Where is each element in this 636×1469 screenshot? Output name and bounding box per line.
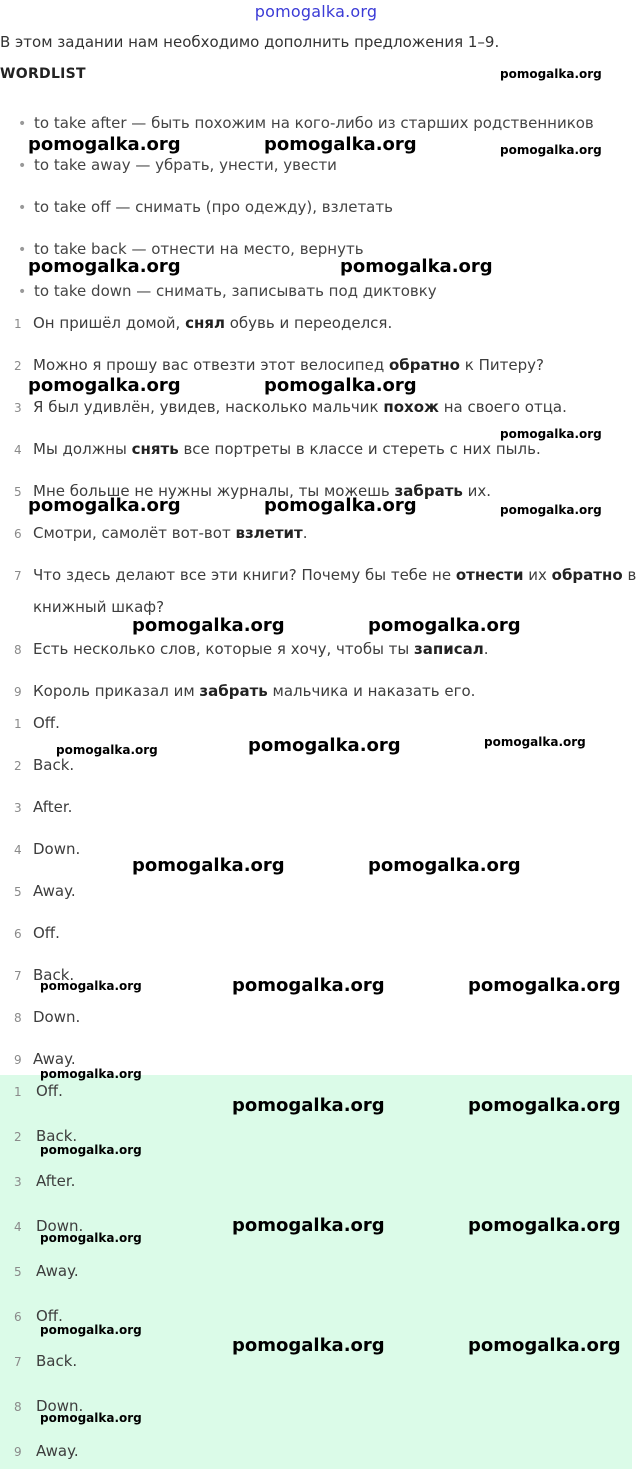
sentence-text — [33, 314, 392, 332]
watermark: pomogalka.org — [500, 503, 602, 517]
sentence-fragment: Можно я прошу вас отвезти этот велосипед — [33, 356, 389, 374]
answer-number: 9 — [14, 1445, 22, 1459]
sentence-fragment: Я был удивлён, увидев, насколько мальчик — [33, 398, 384, 416]
watermark: pomogalka.org — [500, 143, 602, 157]
answer-text: Off. — [33, 924, 60, 942]
highlighted-word: похож — [383, 398, 439, 416]
item-number: 6 — [14, 527, 22, 541]
watermark: pomogalka.org — [28, 375, 181, 396]
sentence-fragment: на своего отца. — [438, 398, 567, 416]
answer-text: Away. — [33, 882, 76, 900]
answer-number: 3 — [14, 1175, 22, 1189]
sentence-text — [33, 640, 489, 658]
answer-text: Off. — [36, 1082, 63, 1100]
answer-number: 6 — [14, 1310, 22, 1324]
bullet-dot: • — [18, 242, 27, 258]
watermark: pomogalka.org — [40, 1231, 142, 1245]
wordlist-item-text: to take down — снимать, записывать под диктовку — [34, 282, 437, 300]
watermark: pomogalka.org — [40, 1143, 142, 1157]
answer-text: After. — [36, 1172, 76, 1190]
answer-number: 3 — [14, 801, 22, 815]
answer-text: Away. — [36, 1442, 79, 1460]
sentence-fragment: Мне больше не нужны журналы, ты можешь — [33, 482, 395, 500]
watermark: pomogalka.org — [468, 975, 621, 996]
answer-text: After. — [33, 798, 73, 816]
watermark: pomogalka.org — [28, 495, 181, 516]
highlighted-word: обратно — [551, 566, 623, 584]
answer-number: 7 — [14, 969, 22, 983]
answer-number: 7 — [14, 1355, 22, 1369]
item-number: 2 — [14, 359, 22, 373]
sentence-text — [33, 566, 636, 584]
sentence-fragment: мальчика и наказать его. — [267, 682, 476, 700]
watermark: pomogalka.org — [500, 67, 602, 81]
watermark: pomogalka.org — [40, 1411, 142, 1425]
wordlist-item — [0, 114, 594, 132]
wordlist-item-text: to take off — снимать (про одежду), взлетать — [34, 198, 393, 216]
sentence-fragment: к Питеру? — [460, 356, 544, 374]
item-number: 4 — [14, 443, 22, 457]
answer-number: 4 — [14, 843, 22, 857]
watermark: pomogalka.org — [232, 1095, 385, 1116]
highlighted-word: снять — [131, 440, 179, 458]
answer-text: Down. — [36, 1397, 84, 1415]
highlighted-word: обратно — [388, 356, 460, 374]
highlighted-word: забрать — [199, 682, 268, 700]
sentence-text — [33, 524, 308, 542]
watermark: pomogalka.org — [368, 855, 521, 876]
item-number: 8 — [14, 643, 22, 657]
sentence-text — [33, 682, 475, 700]
highlighted-word: снял — [185, 314, 225, 332]
sentence-fragment: в — [622, 566, 636, 584]
highlighted-word: взлетит — [235, 524, 303, 542]
sentence-fragment: . — [302, 524, 308, 542]
answer-text: Back. — [36, 1352, 78, 1370]
answer-text: Back. — [36, 1127, 78, 1145]
watermark: pomogalka.org — [468, 1095, 621, 1116]
item-number: 3 — [14, 401, 22, 415]
answer-number: 2 — [14, 1130, 22, 1144]
watermark: pomogalka.org — [40, 1323, 142, 1337]
answer-number: 2 — [14, 759, 22, 773]
sentence-continuation: книжный шкаф? — [33, 598, 165, 616]
watermark: pomogalka.org — [264, 375, 417, 396]
sentence-fragment: все портреты в классе и стереть с них пыль. — [178, 440, 541, 458]
watermark: pomogalka.org — [368, 615, 521, 636]
sentence-fragment: . — [483, 640, 489, 658]
wordlist-title: WORDLIST — [0, 66, 86, 82]
watermark: pomogalka.org — [468, 1335, 621, 1356]
highlighted-answers-panel — [0, 1075, 632, 1469]
answer-number: 4 — [14, 1220, 22, 1234]
item-number: 5 — [14, 485, 22, 499]
watermark: pomogalka.org — [264, 495, 417, 516]
watermark: pomogalka.org — [248, 735, 401, 756]
site-header-link[interactable]: pomogalka.org — [254, 2, 378, 21]
answer-number: 1 — [14, 717, 22, 731]
bullet-dot: • — [18, 200, 27, 216]
sentence-fragment: Что здесь делают все эти книги? Почему бы тебе не — [33, 566, 456, 584]
watermark: pomogalka.org — [28, 134, 181, 155]
answer-number: 6 — [14, 927, 22, 941]
answer-number: 5 — [14, 885, 22, 899]
answer-text: Off. — [33, 714, 60, 732]
watermark: pomogalka.org — [468, 1215, 621, 1236]
watermark: pomogalka.org — [28, 256, 181, 277]
item-number: 9 — [14, 685, 22, 699]
answer-text: Down. — [36, 1217, 84, 1235]
answer-text: Back. — [33, 966, 75, 984]
sentence-text — [33, 398, 567, 416]
bullet-dot: • — [18, 116, 27, 132]
sentence-text — [33, 356, 544, 374]
watermark: pomogalka.org — [40, 1067, 142, 1081]
watermark: pomogalka.org — [340, 256, 493, 277]
sentence-fragment: Он пришёл домой, — [33, 314, 186, 332]
answer-number: 8 — [14, 1400, 22, 1414]
watermark: pomogalka.org — [232, 975, 385, 996]
watermark: pomogalka.org — [232, 1215, 385, 1236]
bullet-dot: • — [18, 284, 27, 300]
answer-number: 8 — [14, 1011, 22, 1025]
sentence-fragment: их. — [462, 482, 492, 500]
watermark: pomogalka.org — [500, 427, 602, 441]
watermark: pomogalka.org — [56, 743, 158, 757]
watermark: pomogalka.org — [132, 855, 285, 876]
sentence-fragment: Смотри, самолёт вот-вот — [33, 524, 236, 542]
answer-text: Away. — [36, 1262, 79, 1280]
wordlist-item-text: to take away — убрать, унести, увести — [34, 156, 337, 174]
highlighted-word: отнести — [455, 566, 524, 584]
sentence-fragment: их — [523, 566, 552, 584]
watermark: pomogalka.org — [484, 735, 586, 749]
watermark: pomogalka.org — [132, 615, 285, 636]
answer-text: Away. — [33, 1050, 76, 1068]
wordlist-item-text: to take after — быть похожим на кого-либо из старших родственников — [34, 114, 594, 132]
sentence-text — [33, 440, 541, 458]
intro-text: В этом задании нам необходимо дополнить предложения 1–9. — [0, 33, 500, 51]
answer-text: Back. — [33, 756, 75, 774]
watermark: pomogalka.org — [40, 979, 142, 993]
sentence-fragment: Есть несколько слов, которые я хочу, чтобы ты — [33, 640, 415, 658]
answer-text: Off. — [36, 1307, 63, 1325]
highlighted-word: забрать — [394, 482, 463, 500]
answer-number: 5 — [14, 1265, 22, 1279]
wordlist-item — [0, 198, 393, 216]
sentence-fragment: Король приказал им — [33, 682, 200, 700]
answer-text: Down. — [33, 840, 81, 858]
watermark: pomogalka.org — [264, 134, 417, 155]
wordlist-item-text: to take back — отнести на место, вернуть — [34, 240, 364, 258]
answer-number: 9 — [14, 1053, 22, 1067]
wordlist-item — [0, 282, 437, 300]
item-number: 1 — [14, 317, 22, 331]
answer-text: Down. — [33, 1008, 81, 1026]
answer-number: 1 — [14, 1085, 22, 1099]
item-number: 7 — [14, 569, 22, 583]
sentence-fragment: Мы должны — [33, 440, 132, 458]
wordlist-item — [0, 156, 337, 174]
bullet-dot: • — [18, 158, 27, 174]
watermark: pomogalka.org — [232, 1335, 385, 1356]
sentence-fragment: обувь и переоделся. — [224, 314, 393, 332]
highlighted-word: записал — [414, 640, 484, 658]
